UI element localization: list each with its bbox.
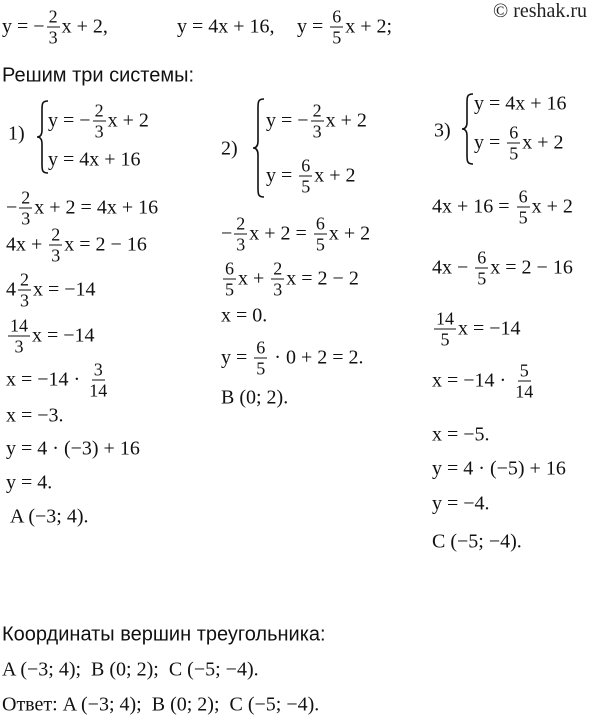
numerator: 2 [273, 258, 283, 279]
fraction [8, 317, 30, 356]
numerator: 6 [315, 213, 325, 234]
math-text: x + [238, 267, 270, 290]
math-text: x = −14 · [6, 368, 86, 391]
step [432, 362, 537, 401]
math-text: 4 [6, 278, 16, 301]
math-text: y = − [266, 109, 309, 132]
math-text: x = 0. [221, 304, 268, 327]
numerator: 6 [256, 337, 266, 358]
line-equation-1 [2, 8, 108, 47]
numerator: 6 [332, 6, 342, 27]
step [6, 438, 140, 461]
denominator: 3 [21, 208, 31, 229]
math-text: y = [297, 15, 329, 38]
line-equation-3 [297, 8, 392, 47]
denominator: 3 [312, 121, 322, 142]
fraction [517, 188, 530, 227]
math-text: − [221, 222, 233, 245]
denominator: 3 [48, 27, 58, 48]
system-1-label: 1) [8, 122, 25, 145]
denominator: 14 [89, 380, 108, 401]
denominator: 3 [14, 336, 24, 357]
math-text: y = 4x + 16, [177, 15, 275, 38]
math-text: y = 4x + 16 [474, 92, 567, 115]
math-text: y = − [2, 15, 45, 38]
math-text: x = −14 [458, 317, 521, 340]
math-text: x + 2 [107, 109, 149, 132]
math-text: x + 2 = 4x + 16 [34, 196, 159, 219]
denominator: 5 [477, 268, 487, 289]
watermark: © reshak.ru [493, 0, 588, 22]
step [6, 472, 52, 495]
brace-icon [461, 93, 475, 165]
step [6, 405, 64, 428]
numerator: 2 [21, 187, 31, 208]
denominator: 5 [225, 279, 234, 300]
numerator: 14 [436, 308, 454, 329]
math-text: y = 4 · (−5) + 16 [432, 457, 566, 480]
step [6, 317, 95, 356]
math-text: x = 2 − 2 [286, 267, 359, 290]
denominator: 5 [332, 27, 342, 48]
math-text: 4x + [6, 233, 48, 256]
math-text: A (−3; 4); B (0; 2); C (−5; −4). [2, 658, 259, 681]
fraction [93, 102, 106, 141]
math-text: y = [266, 164, 298, 187]
math-text: y = −4. [432, 492, 490, 515]
numerator: 2 [94, 100, 104, 121]
math-text: x + 2 [531, 195, 573, 218]
denominator: 3 [20, 290, 29, 311]
math-text: x + 2 [325, 109, 367, 132]
step [6, 361, 111, 400]
math-text: A (−3; 4). [10, 505, 89, 528]
fraction [47, 8, 60, 47]
vertices-line [2, 659, 259, 682]
step [221, 387, 288, 410]
math-text: x + 2, [61, 15, 108, 38]
math-text: x + 2 [314, 164, 356, 187]
step [10, 506, 89, 529]
math-text: x = −5. [432, 423, 490, 446]
denominator: 5 [440, 329, 450, 350]
system-2-eq-a [266, 102, 367, 141]
math-text: · 0 + 2 = 2. [269, 346, 364, 369]
step [432, 424, 490, 447]
step [432, 493, 490, 516]
step [6, 189, 158, 228]
system-1-eq-b [48, 149, 141, 172]
math-text: x = 2 − 16 [64, 233, 147, 256]
math-text: x + 2 = [249, 222, 312, 245]
math-text: y = 4. [6, 471, 53, 494]
denominator: 3 [273, 279, 283, 300]
intro-text: Решим три системы: [2, 64, 195, 87]
fraction [271, 260, 284, 299]
math-text: x = 2 − 16 [490, 256, 573, 279]
denominator: 5 [301, 176, 311, 197]
numerator: 3 [93, 359, 103, 380]
denominator: 5 [518, 207, 528, 228]
denominator: 3 [236, 234, 246, 255]
step [6, 271, 96, 310]
denominator: 5 [315, 234, 325, 255]
step [6, 226, 147, 265]
math-text: y = [474, 131, 506, 154]
math-text: y = [221, 346, 253, 369]
fraction [49, 226, 62, 265]
fraction [87, 361, 109, 400]
math-text: x + 2 [328, 222, 371, 245]
math-text: x + 2 [522, 131, 564, 154]
fraction [234, 215, 247, 254]
step [221, 215, 370, 254]
brace-icon [252, 98, 266, 198]
math-text: x = −3. [6, 404, 64, 427]
fraction [513, 362, 535, 401]
numerator: 2 [48, 6, 58, 27]
fraction [223, 260, 236, 299]
math-text: B (0; 2). [221, 386, 289, 409]
system-3-eq-b [474, 124, 564, 163]
math-text: 4x + 16 = [432, 195, 515, 218]
denominator: 5 [509, 143, 519, 164]
numerator: 6 [518, 186, 528, 207]
math-text: y = − [48, 109, 91, 132]
system-3-label: 3) [434, 119, 451, 142]
numerator: 2 [51, 224, 61, 245]
fraction [19, 189, 32, 228]
line-equation-2 [177, 16, 275, 39]
step [221, 260, 359, 299]
math-text: − [6, 196, 18, 219]
system-1-eq-a [48, 102, 149, 141]
fraction [299, 157, 312, 196]
numerator: 6 [477, 247, 487, 268]
fraction [311, 102, 324, 141]
numerator: 14 [10, 315, 28, 336]
step [221, 305, 267, 328]
step [432, 458, 566, 481]
denominator: 14 [515, 381, 534, 402]
numerator: 2 [236, 213, 246, 234]
fraction [18, 271, 31, 310]
math-text: x = −14 · [432, 369, 512, 392]
step [221, 339, 364, 378]
numerator: 2 [20, 269, 29, 290]
step [432, 249, 573, 288]
math-text: Ответ: A (−3; 4); B (0; 2); C (−5; −4). [2, 693, 320, 716]
numerator: 6 [301, 155, 311, 176]
fraction [507, 124, 520, 163]
numerator: 2 [312, 100, 322, 121]
fraction [254, 339, 267, 378]
vertices-heading: Координаты вершин треугольника: [2, 623, 326, 646]
fraction [330, 8, 343, 47]
numerator: 6 [225, 258, 234, 279]
system-2-label: 2) [221, 137, 238, 160]
system-3-eq-a [474, 93, 567, 116]
fraction [434, 310, 456, 349]
step [432, 531, 522, 554]
math-text: 4x − [432, 256, 474, 279]
step [432, 188, 573, 227]
math-text: y = 4x + 16 [48, 148, 141, 171]
answer-line [2, 694, 319, 717]
math-text: x = −14 [32, 324, 95, 347]
denominator: 3 [94, 121, 104, 142]
math-text: x = −14 [33, 278, 96, 301]
fraction [475, 249, 488, 288]
denominator: 5 [256, 358, 266, 379]
step [432, 310, 521, 349]
numerator: 5 [519, 360, 529, 381]
math-text: x + 2; [345, 15, 393, 38]
math-text: C (−5; −4). [432, 530, 522, 553]
numerator: 6 [509, 122, 519, 143]
math-text: y = 4 · (−3) + 16 [6, 437, 140, 460]
denominator: 3 [51, 245, 61, 266]
fraction [314, 215, 327, 254]
system-2-eq-b [266, 157, 356, 196]
